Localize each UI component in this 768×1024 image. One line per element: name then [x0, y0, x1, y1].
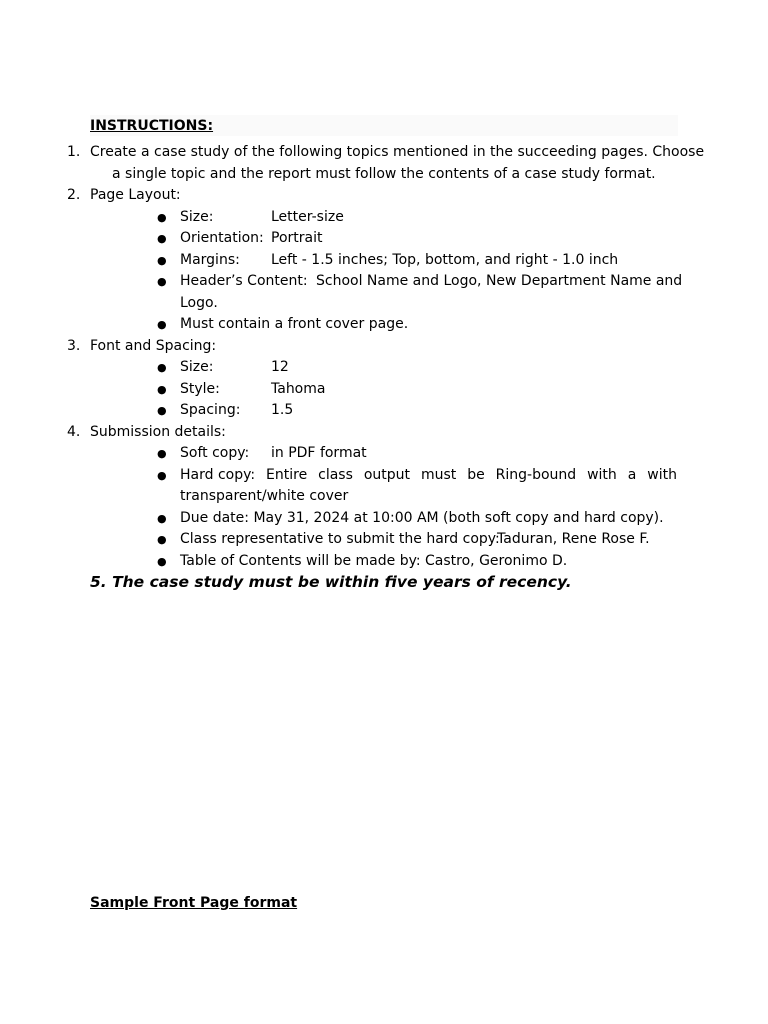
bullet-icon: ●	[157, 253, 167, 267]
bullet-label: Soft copy:	[180, 445, 250, 461]
hard-copy-word: class	[318, 466, 353, 483]
item-text: a single topic and the report must follow the contents of a case study format.	[112, 165, 656, 182]
bullet-item	[0, 228, 768, 250]
bullet-label: Size:	[180, 208, 214, 225]
list-item	[0, 336, 768, 358]
item-title: Font and Spacing:	[90, 337, 217, 354]
bullet-label: Style:	[180, 380, 220, 397]
bullet-icon: ●	[157, 275, 167, 288]
hard-copy-word: Entire	[266, 466, 308, 483]
bullet-label: Size:	[180, 359, 214, 375]
sample-front-page-heading: Sample Front Page format	[90, 895, 298, 911]
bullet-item	[0, 271, 768, 293]
hard-copy-word: Ring-bound	[495, 466, 577, 483]
bullet-icon: ●	[157, 447, 167, 460]
bullet-value: 1.5	[271, 402, 294, 418]
bullet-value: Tahoma	[271, 380, 326, 397]
hard-copy-word: output	[363, 466, 411, 483]
bullet-item	[0, 551, 768, 573]
item-number: 4.	[67, 423, 81, 440]
bullet-item-continuation	[0, 293, 768, 315]
hard-copy-word: with	[647, 466, 677, 483]
list-item	[0, 185, 768, 207]
bullet-icon: ●	[157, 210, 167, 224]
item-five-text: 5. The case study must be within five years of recency.	[90, 573, 572, 591]
bullet-item	[0, 400, 768, 422]
bullet-item-continuation	[0, 486, 768, 508]
bullet-icon: ●	[157, 404, 167, 417]
hard-copy-word: must	[420, 466, 457, 483]
bullet-text: Must contain a front cover page.	[180, 316, 409, 332]
bullet-value: Left - 1.5 inches; Top, bottom, and right - 1.0 inch	[271, 251, 619, 268]
bullet-icon: ●	[157, 468, 167, 482]
hard-copy-line	[180, 465, 677, 487]
bullet-item	[0, 508, 768, 530]
item-number: 2.	[67, 187, 81, 203]
list-item-continuation	[0, 164, 768, 186]
hard-copy-word: with	[587, 466, 617, 483]
bullet-label: Class representative to submit the hard copy:	[180, 531, 500, 547]
bullet-icon: ●	[157, 533, 167, 546]
bullet-label: Margins:	[180, 251, 240, 268]
bullet-value: Portrait	[271, 230, 323, 246]
bullet-icon: ●	[157, 554, 167, 568]
bullet-label: Header’s Content:	[180, 273, 308, 289]
bullet-item	[0, 465, 768, 487]
bullet-value: Letter-size	[271, 208, 344, 225]
bullet-item	[0, 314, 768, 336]
bullet-item	[0, 529, 768, 551]
hard-copy-word: Hard copy:	[180, 466, 256, 483]
bullet-icon: ●	[157, 382, 167, 396]
item-number: 3.	[67, 337, 81, 354]
item-title: Page Layout:	[90, 187, 181, 203]
list-item	[0, 142, 768, 164]
bullet-value: Logo.	[180, 294, 218, 311]
bullet-item	[0, 357, 768, 379]
bullet-item	[0, 379, 768, 401]
bullet-text: Table of Contents will be made by: Castro, Geronimo D.	[180, 552, 568, 569]
bullet-icon: ●	[157, 232, 167, 245]
bullet-item	[0, 443, 768, 465]
item-number: 1.	[67, 144, 81, 160]
bullet-item	[0, 207, 768, 229]
item-title: Submission details:	[90, 423, 226, 440]
bullet-icon: ●	[157, 318, 167, 331]
bullet-label: Orientation:	[180, 230, 264, 246]
hard-copy-word: be	[467, 466, 485, 483]
bullet-value: 12	[271, 359, 289, 375]
item-text: Create a case study of the following topics mentioned in the succeeding pages. Choose	[90, 144, 705, 160]
hard-copy-word: a	[627, 466, 637, 483]
list-item	[0, 422, 768, 444]
instructions-heading: INSTRUCTIONS:	[90, 118, 214, 134]
bullet-label: Spacing:	[180, 402, 241, 418]
bullet-value: Taduran, Rene Rose F.	[497, 531, 650, 547]
bullet-value: School Name and Logo, New Department Name and	[316, 273, 683, 289]
bullet-value: in PDF format	[271, 445, 367, 461]
bullet-icon: ●	[157, 361, 167, 374]
bullet-text: Due date: May 31, 2024 at 10:00 AM (both soft copy and hard copy).	[180, 509, 664, 526]
bullet-icon: ●	[157, 511, 167, 525]
bullet-item	[0, 250, 768, 272]
bullet-value: transparent/white cover	[180, 488, 349, 504]
instructions-list	[0, 142, 768, 572]
